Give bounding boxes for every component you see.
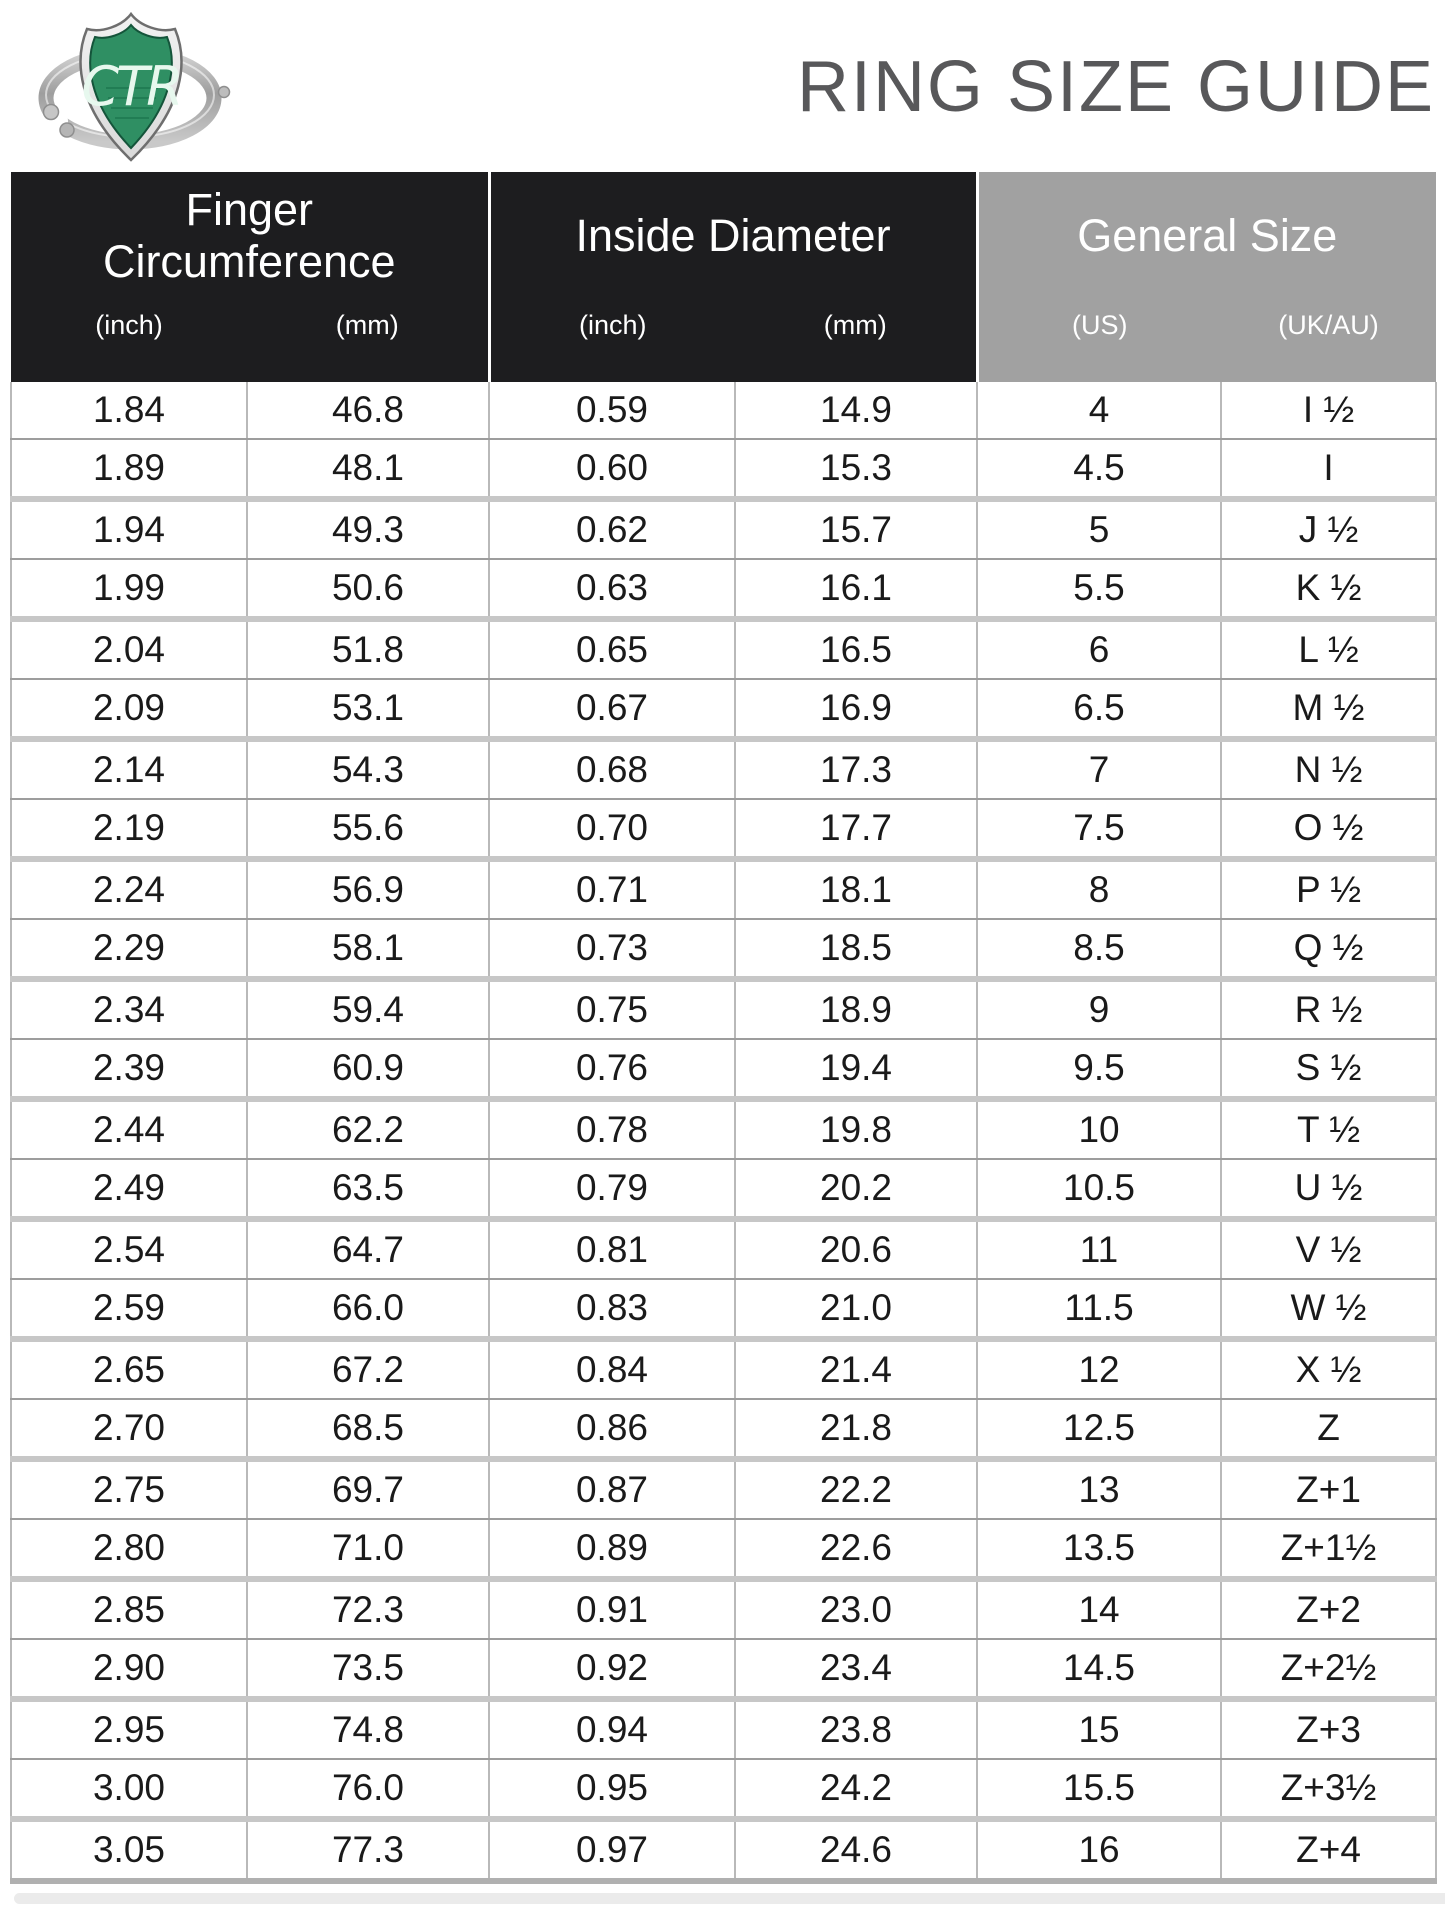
table-cell: Z+1½ — [1221, 1519, 1436, 1579]
table-cell: 18.9 — [735, 979, 977, 1039]
table-cell: 23.0 — [735, 1579, 977, 1639]
table-cell: 6.5 — [977, 679, 1221, 739]
table-cell: 73.5 — [247, 1639, 489, 1699]
ctr-ring-logo — [26, 2, 236, 168]
table-cell: 50.6 — [247, 559, 489, 619]
table-cell: 66.0 — [247, 1279, 489, 1339]
table-cell: 20.6 — [735, 1219, 977, 1279]
table-cell: T ½ — [1221, 1099, 1436, 1159]
table-cell: 10 — [977, 1099, 1221, 1159]
table-row — [11, 1459, 1436, 1519]
table-cell: 13.5 — [977, 1519, 1221, 1579]
table-cell: 22.2 — [735, 1459, 977, 1519]
table-cell: 2.19 — [11, 799, 247, 859]
table-cell: 0.65 — [489, 619, 735, 679]
table-cell: 1.99 — [11, 559, 247, 619]
table-body — [11, 382, 1436, 1881]
table-cell: I ½ — [1221, 382, 1436, 439]
table-cell: 55.6 — [247, 799, 489, 859]
table-cell: 0.73 — [489, 919, 735, 979]
table-cell: 2.24 — [11, 859, 247, 919]
table-row — [11, 1279, 1436, 1339]
table-cell: 13 — [977, 1459, 1221, 1519]
table-cell: 46.8 — [247, 382, 489, 439]
table-cell: 71.0 — [247, 1519, 489, 1579]
table-cell: Q ½ — [1221, 919, 1436, 979]
table-cell: 63.5 — [247, 1159, 489, 1219]
table-cell: 0.79 — [489, 1159, 735, 1219]
table-row — [11, 499, 1436, 559]
table-cell: 2.09 — [11, 679, 247, 739]
table-cell: 1.89 — [11, 439, 247, 499]
table-cell: Z — [1221, 1399, 1436, 1459]
table-row — [11, 1159, 1436, 1219]
subheader-size-ukau: (UK/AU) — [1221, 300, 1436, 382]
table-cell: 2.59 — [11, 1279, 247, 1339]
table-cell: 21.4 — [735, 1339, 977, 1399]
table-cell: 0.92 — [489, 1639, 735, 1699]
table-cell: 68.5 — [247, 1399, 489, 1459]
table-cell: M ½ — [1221, 679, 1436, 739]
table-cell: 2.39 — [11, 1039, 247, 1099]
table-cell: 0.83 — [489, 1279, 735, 1339]
table-cell: 15.5 — [977, 1759, 1221, 1819]
table-cell: 0.84 — [489, 1339, 735, 1399]
table-row — [11, 679, 1436, 739]
table-cell: J ½ — [1221, 499, 1436, 559]
table-cell: 23.8 — [735, 1699, 977, 1759]
table-cell: 10.5 — [977, 1159, 1221, 1219]
table-cell: 12 — [977, 1339, 1221, 1399]
table-cell: N ½ — [1221, 739, 1436, 799]
table-cell: 5 — [977, 499, 1221, 559]
table-cell: 0.62 — [489, 499, 735, 559]
table-cell: 62.2 — [247, 1099, 489, 1159]
table-cell: Z+2 — [1221, 1579, 1436, 1639]
table-cell: S ½ — [1221, 1039, 1436, 1099]
table-cell: 69.7 — [247, 1459, 489, 1519]
table-cell: 15.7 — [735, 499, 977, 559]
table-cell: 67.2 — [247, 1339, 489, 1399]
table-cell: 9 — [977, 979, 1221, 1039]
table-cell: 56.9 — [247, 859, 489, 919]
table-cell: 3.00 — [11, 1759, 247, 1819]
table-row — [11, 979, 1436, 1039]
table-cell: 77.3 — [247, 1819, 489, 1881]
table-cell: 2.14 — [11, 739, 247, 799]
table-cell: 7.5 — [977, 799, 1221, 859]
page-title: RING SIZE GUIDE — [796, 47, 1435, 127]
table-row — [11, 1519, 1436, 1579]
table-cell: 0.95 — [489, 1759, 735, 1819]
table-cell: 21.0 — [735, 1279, 977, 1339]
table-cell: Z+2½ — [1221, 1639, 1436, 1699]
table-cell: 54.3 — [247, 739, 489, 799]
bottom-strip — [14, 1893, 1445, 1904]
table-cell: 0.71 — [489, 859, 735, 919]
table-cell: 0.94 — [489, 1699, 735, 1759]
table-cell: 2.54 — [11, 1219, 247, 1279]
table-cell: 60.9 — [247, 1039, 489, 1099]
table-cell: 0.76 — [489, 1039, 735, 1099]
table-cell: 1.84 — [11, 382, 247, 439]
table-cell: O ½ — [1221, 799, 1436, 859]
table-cell: 0.70 — [489, 799, 735, 859]
table-cell: 14 — [977, 1579, 1221, 1639]
table-cell: 9.5 — [977, 1039, 1221, 1099]
table-cell: 2.44 — [11, 1099, 247, 1159]
subheader-diameter-mm: (mm) — [735, 300, 977, 382]
table-cell: 0.78 — [489, 1099, 735, 1159]
table-cell: 2.95 — [11, 1699, 247, 1759]
table-cell: 16 — [977, 1819, 1221, 1881]
table-cell: 0.60 — [489, 439, 735, 499]
table-cell: 24.6 — [735, 1819, 977, 1881]
table-row — [11, 859, 1436, 919]
table-cell: 19.4 — [735, 1039, 977, 1099]
table-row — [11, 1639, 1436, 1699]
table-cell: R ½ — [1221, 979, 1436, 1039]
table-cell: 12.5 — [977, 1399, 1221, 1459]
table-row — [11, 1579, 1436, 1639]
table-cell: 23.4 — [735, 1639, 977, 1699]
ctr-letters: CTR — [81, 55, 181, 118]
column-group-inside-diameter: Inside Diameter — [489, 172, 977, 300]
table-cell: 22.6 — [735, 1519, 977, 1579]
table-cell: 15.3 — [735, 439, 977, 499]
table-cell: 17.7 — [735, 799, 977, 859]
table-cell: 2.65 — [11, 1339, 247, 1399]
table-cell: 2.04 — [11, 619, 247, 679]
table-cell: 0.91 — [489, 1579, 735, 1639]
table-cell: 51.8 — [247, 619, 489, 679]
table-cell: 18.5 — [735, 919, 977, 979]
table-row — [11, 439, 1436, 499]
table-cell: L ½ — [1221, 619, 1436, 679]
table-cell: 1.94 — [11, 499, 247, 559]
table-row — [11, 1039, 1436, 1099]
table-cell: 48.1 — [247, 439, 489, 499]
table-cell: 74.8 — [247, 1699, 489, 1759]
table-cell: 53.1 — [247, 679, 489, 739]
table-cell: U ½ — [1221, 1159, 1436, 1219]
table-cell: 0.97 — [489, 1819, 735, 1881]
table-cell: V ½ — [1221, 1219, 1436, 1279]
table-cell: 59.4 — [247, 979, 489, 1039]
table-cell: 0.89 — [489, 1519, 735, 1579]
table-cell: 8 — [977, 859, 1221, 919]
table-cell: Z+3½ — [1221, 1759, 1436, 1819]
table-cell: P ½ — [1221, 859, 1436, 919]
table-cell: 72.3 — [247, 1579, 489, 1639]
table-cell: 16.1 — [735, 559, 977, 619]
table-cell: 2.34 — [11, 979, 247, 1039]
table-cell: 5.5 — [977, 559, 1221, 619]
column-group-finger-circumference: Finger Circumference — [11, 172, 489, 300]
table-cell: 0.63 — [489, 559, 735, 619]
table-cell: 49.3 — [247, 499, 489, 559]
table-row — [11, 1339, 1436, 1399]
subheader-circumference-inch: (inch) — [11, 300, 247, 382]
table-head — [11, 172, 1436, 382]
table-cell: 2.90 — [11, 1639, 247, 1699]
header-area — [0, 0, 1445, 172]
table-cell: 15 — [977, 1699, 1221, 1759]
table-cell: 2.85 — [11, 1579, 247, 1639]
table-cell: 0.81 — [489, 1219, 735, 1279]
table-cell: X ½ — [1221, 1339, 1436, 1399]
table-cell: 4.5 — [977, 439, 1221, 499]
table-row — [11, 1219, 1436, 1279]
table-row — [11, 382, 1436, 439]
table-cell: 7 — [977, 739, 1221, 799]
table-cell: 19.8 — [735, 1099, 977, 1159]
table-cell: 58.1 — [247, 919, 489, 979]
table-cell: 0.86 — [489, 1399, 735, 1459]
subheader-size-us: (US) — [977, 300, 1221, 382]
table-cell: W ½ — [1221, 1279, 1436, 1339]
table-cell: 2.49 — [11, 1159, 247, 1219]
table-cell: 0.75 — [489, 979, 735, 1039]
table-cell: I — [1221, 439, 1436, 499]
table-cell: 16.5 — [735, 619, 977, 679]
table-row — [11, 1699, 1436, 1759]
table-row — [11, 1399, 1436, 1459]
table-row — [11, 1759, 1436, 1819]
table-cell: Z+1 — [1221, 1459, 1436, 1519]
table-cell: 2.80 — [11, 1519, 247, 1579]
table-cell: K ½ — [1221, 559, 1436, 619]
table-cell: 76.0 — [247, 1759, 489, 1819]
table-row — [11, 619, 1436, 679]
table-cell: 0.67 — [489, 679, 735, 739]
table-cell: 16.9 — [735, 679, 977, 739]
table-row — [11, 919, 1436, 979]
table-cell: 0.68 — [489, 739, 735, 799]
table-cell: 17.3 — [735, 739, 977, 799]
table-cell: 3.05 — [11, 1819, 247, 1881]
table-cell: 11 — [977, 1219, 1221, 1279]
ring-size-table — [10, 172, 1437, 1884]
subheader-diameter-inch: (inch) — [489, 300, 735, 382]
table-cell: 2.75 — [11, 1459, 247, 1519]
table-cell: 21.8 — [735, 1399, 977, 1459]
table-row — [11, 739, 1436, 799]
subheader-circumference-mm: (mm) — [247, 300, 489, 382]
table-cell: 2.70 — [11, 1399, 247, 1459]
table-cell: 64.7 — [247, 1219, 489, 1279]
table-cell: 14.5 — [977, 1639, 1221, 1699]
table-cell: 20.2 — [735, 1159, 977, 1219]
table-cell: Z+3 — [1221, 1699, 1436, 1759]
table-row — [11, 559, 1436, 619]
table-row — [11, 1099, 1436, 1159]
table-cell: 24.2 — [735, 1759, 977, 1819]
table-cell: 2.29 — [11, 919, 247, 979]
table-cell: 8.5 — [977, 919, 1221, 979]
table-cell: 6 — [977, 619, 1221, 679]
column-group-general-size: General Size — [977, 172, 1436, 300]
table-cell: 14.9 — [735, 382, 977, 439]
table-row — [11, 1819, 1436, 1881]
table-cell: 11.5 — [977, 1279, 1221, 1339]
table-cell: 0.59 — [489, 382, 735, 439]
table-row — [11, 799, 1436, 859]
table-cell: Z+4 — [1221, 1819, 1436, 1881]
table-cell: 18.1 — [735, 859, 977, 919]
table-cell: 0.87 — [489, 1459, 735, 1519]
table-cell: 4 — [977, 382, 1221, 439]
